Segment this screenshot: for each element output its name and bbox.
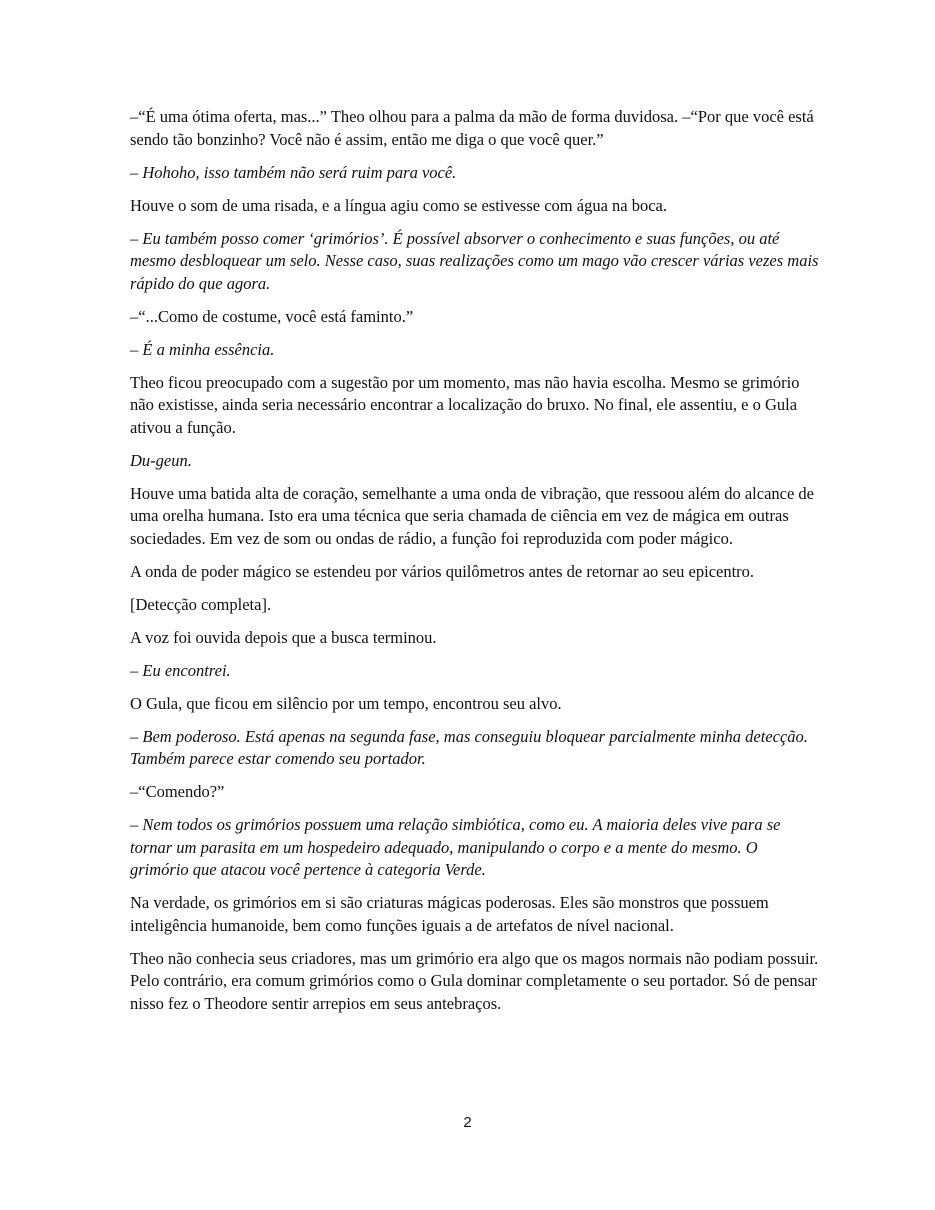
paragraph-1: –“É uma ótima oferta, mas...” Theo olhou para a palma da mão de forma duvidosa. –“Por que você está sendo tão bonzinho? Você não é assim, então me diga o que você quer.” bbox=[130, 107, 814, 149]
paragraph-17: – Nem todos os grimórios possuem uma relação simbiótica, como eu. A maioria deles vive para se tornar um parasita em um hospedeiro adequado, manipulando o corpo e a mente do mesmo. O grimório que atacou você pertence à categoria Verde. bbox=[130, 815, 781, 879]
paragraph-7: Theo ficou preocupado com a sugestão por um momento, mas não havia escolha. Mesmo se grimório não existisse, ainda seria necessário encontrar a localização do bruxo. No final, ele assentiu, e o Gula ativou a função. bbox=[130, 372, 800, 437]
paragraph-13: – Eu encontrei. bbox=[130, 660, 231, 680]
paragraph-3: Houve o som de uma risada, e a língua agiu como se estivesse com água na boca. bbox=[130, 195, 667, 215]
paragraph-16: –“Comendo?” bbox=[130, 782, 225, 801]
paragraph-4: – Eu também posso comer ‘grimórios’. É possível absorver o conhecimento e suas funções, ou até mesmo desbloquear um selo. Nesse caso, suas realizações como um mago vão crescer várias vezes mais rápido do que agora. bbox=[130, 228, 819, 293]
page-number: 2 bbox=[463, 1114, 472, 1131]
paragraph-5: –“...Como de costume, você está faminto.” bbox=[130, 306, 414, 326]
paragraph-10: A onda de poder mágico se estendeu por vários quilômetros antes de retornar ao seu epicentro. bbox=[130, 561, 755, 581]
paragraph-12: A voz foi ouvida depois que a busca terminou. bbox=[130, 627, 437, 647]
paragraph-6: – É a minha essência. bbox=[130, 339, 275, 359]
paragraph-8: Du-geun. bbox=[130, 450, 192, 470]
page-body bbox=[130, 106, 820, 1026]
paragraph-2: – Hohoho, isso também não será ruim para você. bbox=[130, 162, 457, 182]
paragraph-19: Theo não conhecia seus criadores, mas um grimório era algo que os magos normais não podiam possuir. Pelo contrário, era comum grimórios como o Gula dominar completamente o seu portador. Só de pensar nisso fez o Theodore sentir arrepios em seus antebraços. bbox=[130, 948, 819, 1013]
paragraph-11: [Detecção completa]. bbox=[130, 594, 272, 614]
paragraph-18: Na verdade, os grimórios em si são criaturas mágicas poderosas. Eles são monstros que possuem inteligência humanoide, bem como funções iguais a de artefatos de nível nacional. bbox=[130, 893, 769, 935]
paragraph-14: O Gula, que ficou em silêncio por um tempo, encontrou seu alvo. bbox=[130, 693, 562, 713]
paragraph-9: Houve uma batida alta de coração, semelhante a uma onda de vibração, que ressoou além do alcance de uma orelha humana. Isto era uma técnica que seria chamada de ciência em vez de mágica em outras sociedades. Em vez de som ou ondas de rádio, a função foi reproduzida com poder mágico. bbox=[130, 483, 814, 548]
paragraph-15: – Bem poderoso. Está apenas na segunda fase, mas conseguiu bloquear parcialmente minha detecção. Também parece estar comendo seu portador. bbox=[130, 726, 808, 768]
